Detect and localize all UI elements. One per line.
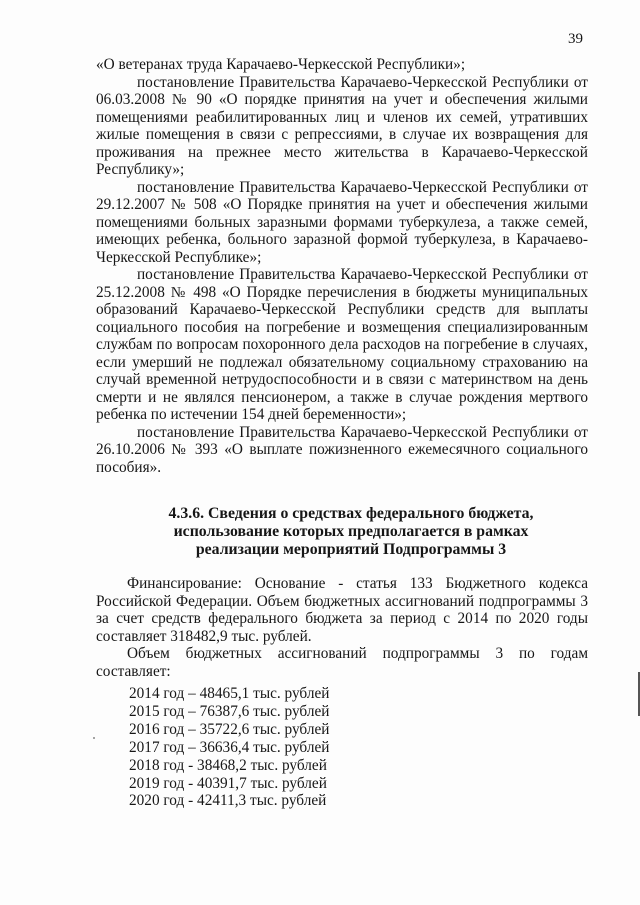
paragraph-resolution-508: постановление Правительства Карачаево-Черкесской Республики от 29.12.2007 № 508 «О Порядке принятия на учет и обеспечения жилыми помещениями больных заразными формами туберкулеза, а также семей, имеющих ребенка, больного заразной формой туберкулеза, в Карачаево-Черкесской Республике»;	[96, 178, 588, 266]
year-line-2020: 2020 год - 42411,3 тыс. рублей	[129, 792, 327, 810]
scan-dot-mark	[93, 737, 95, 739]
section-heading-line-1: 4.3.6. Сведения о средствах федерального бюджета,	[168, 505, 534, 522]
section-heading	[96, 505, 606, 559]
legal-acts-list	[96, 56, 588, 476]
page-number: 39	[568, 31, 583, 47]
funding-block	[96, 575, 588, 680]
funding-by-year-intro: Объем бюджетных ассигнований подпрограммы 3 по годам составляет:	[96, 645, 588, 680]
paragraph-veterans-law: «О ветеранах труда Карачаево-Черкесской Республики»;	[96, 56, 466, 73]
year-line-2015: 2015 год – 76387,6 тыс. рублей	[129, 702, 330, 720]
paragraph-resolution-90: постановление Правительства Карачаево-Черкесской Республики от 06.03.2008 № 90 «О порядке принятия на учет и обеспечения жилыми помещениями реабилитированных лиц и членов их семей, утративших жилые помещения в связи с репрессиями, в случае их возвращения для проживания на прежнее место жительства в Карачаево-Черкесской Республику»;	[96, 73, 588, 178]
funding-years-list	[129, 685, 329, 810]
year-line-2018: 2018 год - 38468,2 тыс. рублей	[129, 756, 327, 774]
year-line-2016: 2016 год – 35722,6 тыс. рублей	[129, 720, 330, 738]
section-heading-line-2: использование которых предполагается в рамках	[173, 523, 529, 540]
year-line-2014: 2014 год – 48465,1 тыс. рублей	[129, 685, 330, 702]
paragraph-resolution-498: постановление Правительства Карачаево-Черкесской Республики от 25.12.2008 № 498 «О Порядке перечисления в бюджеты муниципальных образований Карачаево-Черкесской Республики средств для выплаты социального пособия на погребение и возмещения специализированным службам по вопросам похоронного дела расходов на погребение в случаях, если умерший не подлежал обязательному социальному страхованию на случай временной нетрудоспособности и в связи с материнством на день смерти и не являлся пенсионером, а также в случае рождения мертвого ребенка по истечении 154 дней беременности»;	[96, 266, 588, 423]
year-line-2017: 2017 год – 36636,4 тыс. рублей	[129, 738, 330, 756]
section-heading-line-3: реализации мероприятий Подпрограммы 3	[195, 541, 507, 558]
year-line-2019: 2019 год - 40391,7 тыс. рублей	[129, 774, 327, 792]
funding-paragraph: Финансирование: Основание - статья 133 Бюджетного кодекса Российской Федерации. Объем бюджетных ассигнований подпрограммы 3 за счет средств федерального бюджета за период с 2014 по 2020 годы составляет 318482,9 тыс. рублей.	[96, 575, 588, 645]
paragraph-resolution-393: постановление Правительства Карачаево-Черкесской Республики от 26.10.2006 № 393 «О выплате пожизненного ежемесячного социального пособия».	[96, 423, 588, 476]
